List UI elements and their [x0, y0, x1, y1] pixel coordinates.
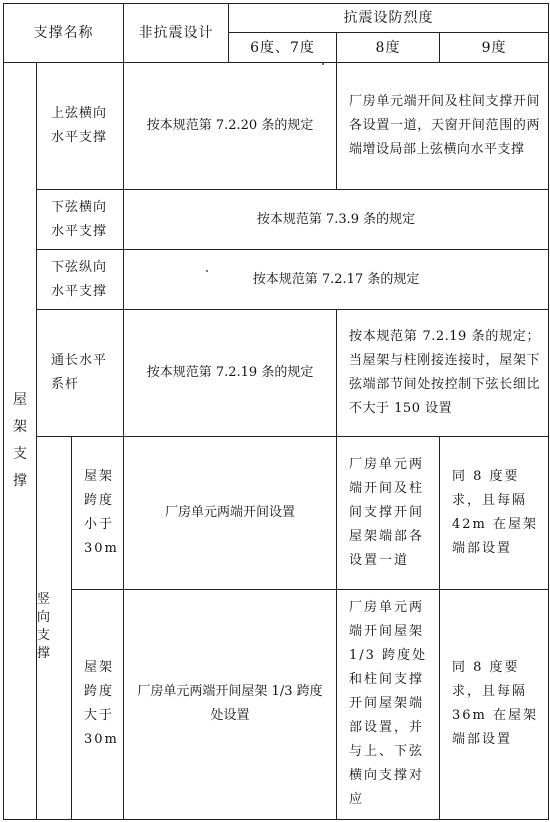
row-tie-bars-nonseismic-67: 按本规范第 7.2.19 条的规定: [124, 310, 337, 437]
row-span-over-30-deg-8: 厂房单元两端开间屋架 1/3 跨度处和柱间支撑开间屋架端部设置，并与上、下弦横向支撑对应: [337, 589, 440, 819]
row-name-tie-bars: 通长水平系杆: [37, 310, 124, 437]
row-span-over-30-deg-9: 同 8 度要求，且每隔 36m 在屋架端部设置: [440, 589, 549, 819]
header-seismic-intensity: 抗震设防烈度: [229, 4, 549, 33]
header-bracing-name: 支撑名称: [4, 4, 124, 63]
header-degree-9: 9度: [440, 33, 549, 63]
scan-speck: [206, 270, 208, 272]
row-span-under-30-deg-9: 同 8 度要求，且每隔 42m 在屋架端部设置: [440, 437, 549, 589]
scan-speck: [322, 63, 324, 65]
row-tie-bars: [4, 310, 549, 437]
vertical-bracing-label: 竖向支撑: [37, 437, 72, 820]
row-name-lower-chord-longitudinal: 下弦纵向水平支撑: [37, 250, 124, 310]
row-lower-chord-longitudinal-all: 按本规范第 7.2.17 条的规定: [124, 250, 549, 310]
row-name-span-under-30: 屋架跨度小于30m: [72, 437, 124, 589]
header-nonseismic: 非抗震设计: [124, 4, 229, 63]
header-row-1: [4, 4, 549, 33]
row-name-span-over-30: 屋架跨度大于30m: [72, 589, 124, 819]
row-tie-bars-deg-8-9: 按本规范第 7.2.19 条的规定；当屋架与柱刚接连接时，屋架下弦端部节间处按控制下弦长细比不大于 150 设置: [337, 310, 549, 437]
row-span-under-30-nonseismic-67: 厂房单元两端开间设置: [124, 437, 337, 589]
row-upper-chord-deg-8-9: 厂房单元端开间及柱间支撑开间各设置一道，天窗开间范围的两端增设局部上弦横向水平支撑: [337, 63, 549, 190]
row-lower-chord-longitudinal: [4, 250, 549, 310]
row-upper-chord: [4, 63, 549, 190]
row-lower-chord-transverse: [4, 190, 549, 250]
row-name-lower-chord-transverse: 下弦横向水平支撑: [37, 190, 124, 250]
roof-bracing-table: [3, 3, 549, 820]
row-name-upper-chord: 上弦横向水平支撑: [37, 63, 124, 190]
row-lower-chord-transverse-all: 按本规范第 7.3.9 条的规定: [124, 190, 549, 250]
row-span-over-30-nonseismic-67: 厂房单元两端开间屋架 1/3 跨度处设置: [124, 589, 337, 819]
row-vertical-span-under-30: [4, 437, 549, 589]
roof-bracing-label: 屋架支撑: [4, 63, 37, 820]
header-degree-6-7: 6度、7度: [229, 33, 337, 63]
row-upper-chord-nonseismic-67: 按本规范第 7.2.20 条的规定: [124, 63, 337, 190]
header-degree-8: 8度: [337, 33, 440, 63]
row-span-under-30-deg-8: 厂房单元两端开间及柱间支撑开间屋架端部各设置一道: [337, 437, 440, 589]
row-vertical-span-over-30: [4, 589, 549, 819]
